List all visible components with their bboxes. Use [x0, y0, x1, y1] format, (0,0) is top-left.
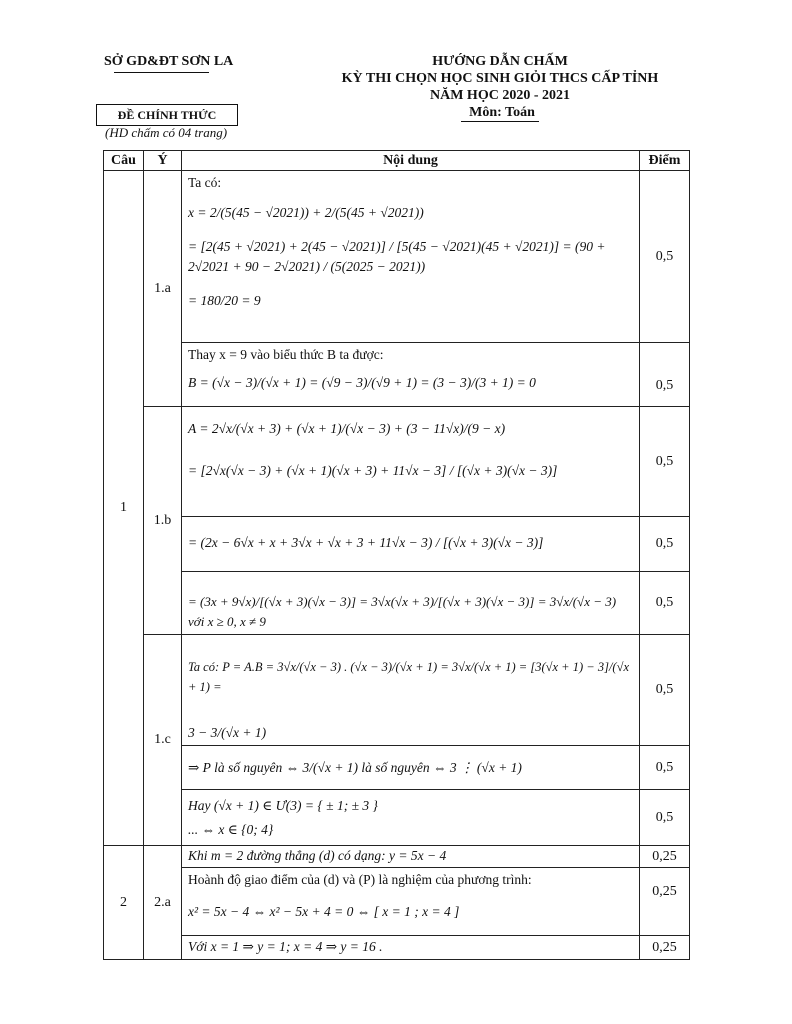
score-cell: 0,25	[640, 868, 690, 936]
doc-title-2: KỲ THI CHỌN HỌC SINH GIỎI THCS CẤP TỈNH	[341, 71, 659, 86]
content-line: ... ⇔ x ∈ {0; 4}	[188, 822, 274, 837]
official-box: ĐỀ CHÍNH THỨC	[96, 104, 238, 126]
table-row	[104, 846, 690, 868]
table-row	[104, 746, 690, 790]
content-line: ⇒ P là số nguyên ⇔ 3/(√x + 1) là số nguyên ⇔ 3 ⋮ (√x + 1)	[188, 760, 522, 775]
doc-heading	[300, 53, 700, 122]
content-line: = [2√x(√x − 3) + (√x + 1)(√x + 3) + 11√x − 3] / [(√x + 3)(√x − 3)]	[188, 463, 558, 478]
content-cell	[182, 343, 640, 407]
table-row	[104, 572, 690, 635]
org-underline	[114, 72, 209, 73]
content-line: 3 − 3/(√x + 1)	[188, 725, 267, 740]
score-cell: 0,5	[640, 171, 690, 343]
sub-1b: 1.b	[144, 407, 182, 635]
sub-1a: 1.a	[144, 171, 182, 407]
table-row	[104, 790, 690, 846]
header-cau: Câu	[104, 151, 144, 171]
content-cell	[182, 407, 640, 517]
content-line: Với x = 1 ⇒ y = 1; x = 4 ⇒ y = 16 .	[188, 939, 383, 954]
score-cell: 0,5	[640, 746, 690, 790]
content-cell	[182, 171, 640, 343]
score-cell: 0,5	[640, 343, 690, 407]
content-line: Hoành độ giao điểm của (d) và (P) là nghiệm của phương trình:	[188, 872, 532, 887]
score-cell: 0,5	[640, 635, 690, 746]
content-line: B = (√x − 3)/(√x + 1) = (√9 − 3)/(√9 + 1) = (3 − 3)/(3 + 1) = 0	[188, 375, 536, 390]
content-cell	[182, 635, 640, 746]
content-cell	[182, 790, 640, 846]
content-cell	[182, 868, 640, 936]
question-1: 1	[104, 171, 144, 846]
content-line: = (2x − 6√x + x + 3√x + √x + 3 + 11√x − 3) / [(√x + 3)(√x − 3)]	[188, 535, 544, 550]
table-row	[104, 868, 690, 936]
score-cell: 0,5	[640, 790, 690, 846]
sub-2a: 2.a	[144, 846, 182, 960]
table-row	[104, 171, 690, 343]
grading-table	[103, 150, 690, 960]
sub-1c: 1.c	[144, 635, 182, 846]
content-line: A = 2√x/(√x + 3) + (√x + 1)/(√x − 3) + (3 − 11√x)/(9 − x)	[188, 421, 506, 436]
header-y: Ý	[144, 151, 182, 171]
content-line: Ta có: P = A.B = 3√x/(√x − 3) . (√x − 3)/(√x + 1) = 3√x/(√x + 1) = [3(√x + 1) − 3]/(√x + 1) =	[188, 660, 629, 694]
org-text: SỞ GD&ĐT SƠN LA	[104, 54, 234, 69]
content-cell	[182, 936, 640, 960]
table-row	[104, 517, 690, 572]
org-name	[104, 54, 233, 70]
table-row	[104, 936, 690, 960]
content-cell	[182, 746, 640, 790]
score-cell: 0,25	[640, 846, 690, 868]
content-line: Ta có:	[188, 175, 222, 190]
content-cell	[182, 846, 640, 868]
table-header-row	[104, 151, 690, 171]
doc-title-1: HƯỚNG DẪN CHẤM	[432, 54, 568, 69]
table-row	[104, 407, 690, 517]
subject: Môn: Toán	[461, 104, 539, 122]
table-row	[104, 343, 690, 407]
content-line: Hay (√x + 1) ∈ Ư(3) = { ± 1; ± 3 }	[188, 798, 378, 813]
score-cell: 0,5	[640, 572, 690, 635]
header-diem: Điểm	[640, 151, 690, 171]
page-note: (HD chấm có 04 trang)	[105, 125, 228, 140]
content-line: Thay x = 9 vào biểu thức B ta được:	[188, 347, 384, 362]
header-noi-dung: Nội dung	[182, 151, 640, 171]
score-cell: 0,5	[640, 407, 690, 517]
content-line: = [2(45 + √2021) + 2(45 − √2021)] / [5(45 − √2021)(45 + √2021)] = (90 + 2√2021 + 90 − 2√2021) / (5(2025 − 2021))	[188, 239, 606, 274]
content-cell	[182, 517, 640, 572]
question-2: 2	[104, 846, 144, 960]
content-cell	[182, 572, 640, 635]
content-line: = (3x + 9√x)/[(√x + 3)(√x − 3)] = 3√x(√x + 3)/[(√x + 3)(√x − 3)] = 3√x/(√x − 3) với x ≥ 0, x ≠ 9	[188, 594, 617, 629]
score-cell: 0,25	[640, 936, 690, 960]
content-line: x = 2/(5(45 − √2021)) + 2/(5(45 + √2021))	[188, 205, 424, 220]
table-row	[104, 635, 690, 746]
content-line: Khi m = 2 đường thẳng (d) có dạng: y = 5x − 4	[188, 848, 447, 863]
score-cell: 0,5	[640, 517, 690, 572]
content-line: = 180/20 = 9	[188, 293, 261, 308]
content-line: x² = 5x − 4 ⇔ x² − 5x + 4 = 0 ⇔ [ x = 1 ; x = 4 ]	[188, 904, 460, 919]
doc-title-3: NĂM HỌC 2020 - 2021	[430, 88, 570, 103]
